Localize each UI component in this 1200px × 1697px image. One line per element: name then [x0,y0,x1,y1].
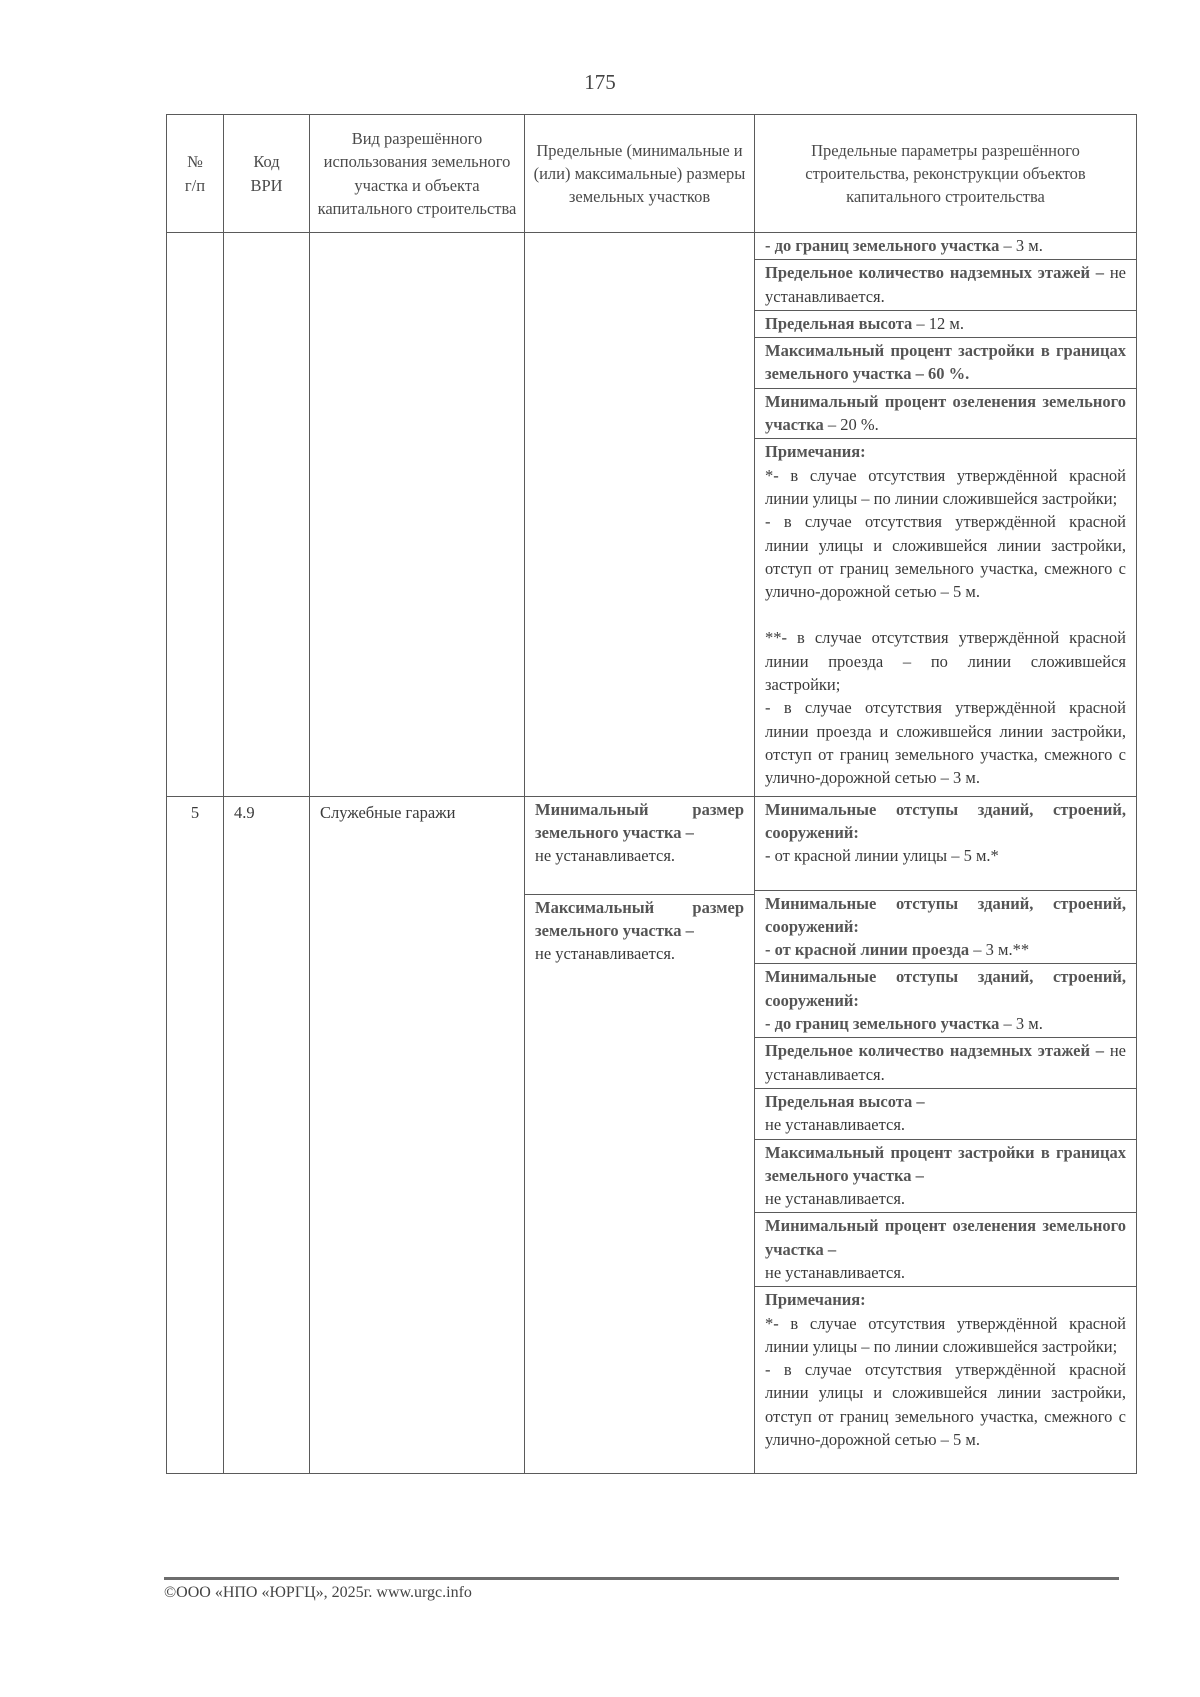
note-paragraph: - в случае отсутствия утверждённой красной линии улицы и сложившейся линии застройки, отступ от границ земельного участка, смежного с улично-дорожной сетью – 5 м. [765,1360,1126,1450]
note-paragraph: **- в случае отсутствия утверждённой красной линии проезда – по линии сложившейся застройки; [765,628,1126,695]
note-paragraph: - в случае отсутствия утверждённой красной линии проезда и сложившейся линии застройки, отступ от границ земельного участка, смежного с улично-дорожной сетью – 3 м. [765,698,1126,788]
cell-num: 5 [167,796,224,1474]
param-passage-setback: Минимальные отступы зданий, строений, сооружений: - от красной линии проезда – 3 м.** [755,891,1136,965]
cell-params [755,233,1137,797]
table-row [167,233,1137,797]
param-height: Предельная высота – не устанавливается. [755,1089,1136,1140]
table-row [167,796,1137,1474]
notes-block [755,439,1136,795]
size-min: Минимальный размер земельного участка – не устанавливается. [525,797,754,895]
note-paragraph: - в случае отсутствия утверждённой красной линии улицы и сложившейся линии застройки, отступ от границ земельного участка, смежного с улично-дорожной сетью – 5 м. [765,512,1126,602]
cell-size [525,796,755,1474]
cell-code [224,233,310,797]
header-params: Предельные параметры разрешённого строительства, реконструкции объектов капитального строительства [755,115,1137,233]
header-num: № г/п [167,115,224,233]
cell-size [525,233,755,797]
param-green-percent: Минимальный процент озеленения земельного участка – не устанавливается. [755,1213,1136,1287]
regulation-table [166,114,1137,1474]
page-number: 175 [584,70,616,94]
cell-code: 4.9 [224,796,310,1474]
header-size: Предельные (минимальные и (или) максимальные) размеры земельных участков [525,115,755,233]
param-street-setback: Минимальные отступы зданий, строений, сооружений: - от красной линии улицы – 5 м.* [755,797,1136,891]
table-header-row [167,115,1137,233]
header-use: Вид разрешённого использования земельного участка и объекта капитального строительства [310,115,525,233]
param-built-percent: Максимальный процент застройки в границах земельного участка – 60 %. [755,338,1136,389]
param-floors: Предельное количество надземных этажей – не устанавливается. [755,1038,1136,1089]
cell-use [310,233,525,797]
notes-title: Примечания: [765,1290,866,1310]
note-paragraph: *- в случае отсутствия утверждённой красной линии улицы – по линии сложившейся застройки; [765,1313,1126,1356]
cell-use: Служебные гаражи [310,796,525,1474]
cell-num [167,233,224,797]
size-max: Максимальный размер земельного участка – не устанавливается. [535,897,744,964]
param-height: Предельная высота – 12 м. [755,311,1136,338]
param-boundary-setback: Минимальные отступы зданий, строений, сооружений: - до границ земельного участка – 3 м. [755,964,1136,1038]
footer-divider [164,1577,1119,1580]
cell-params [755,796,1137,1474]
header-code: Код ВРИ [224,115,310,233]
param-green-percent: Минимальный процент озеленения земельного участка – 20 %. [755,389,1136,440]
notes-block [755,1287,1136,1473]
param-built-percent: Максимальный процент застройки в границах земельного участка – не устанавливается. [755,1140,1136,1214]
param-boundary-setback: - до границ земельного участка – 3 м. [755,233,1136,260]
footer-copyright: ©ООО «НПО «ЮРГЦ», 2025г. www.urgc.info [164,1584,472,1601]
note-paragraph: *- в случае отсутствия утверждённой красной линии улицы – по линии сложившейся застройки; [765,465,1126,508]
param-floors: Предельное количество надземных этажей – не устанавливается. [755,260,1136,311]
notes-title: Примечания: [765,442,866,462]
